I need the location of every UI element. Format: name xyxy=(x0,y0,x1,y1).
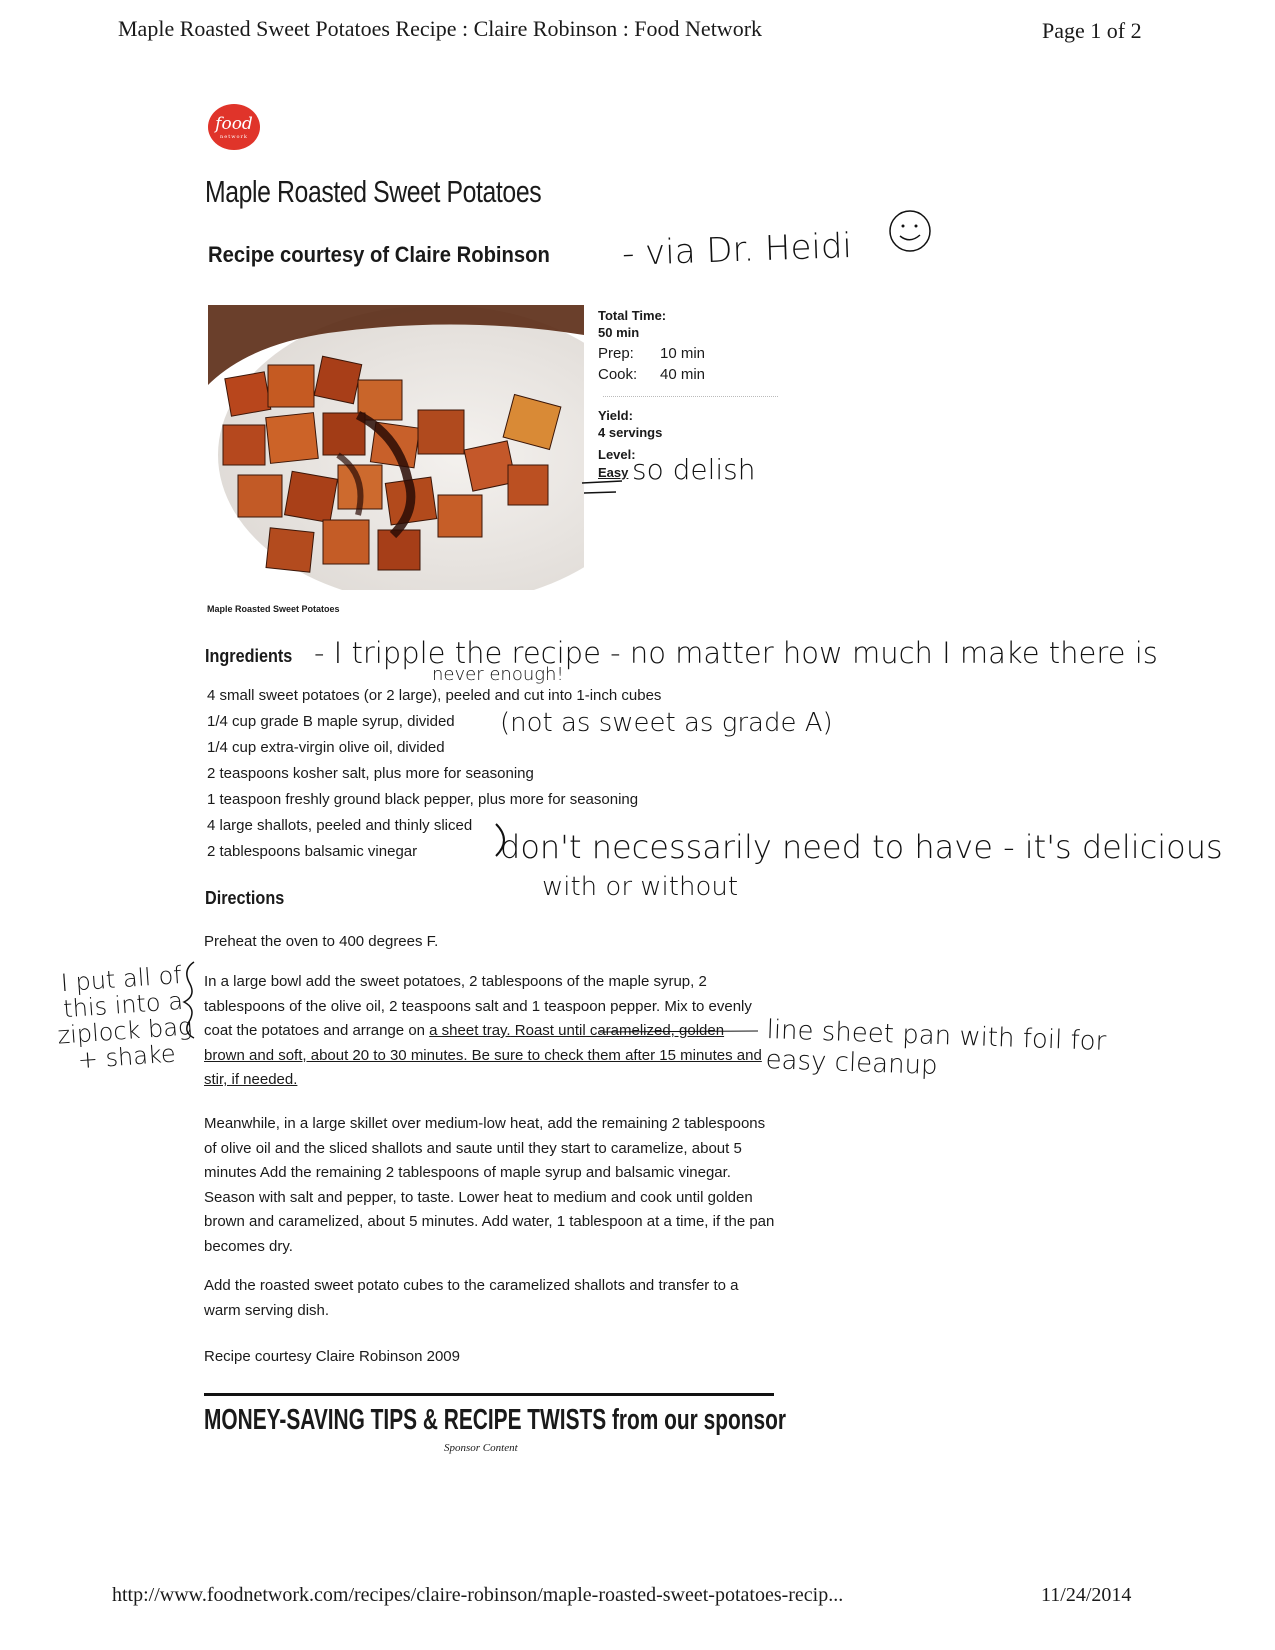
smiley-doodle-icon xyxy=(880,206,940,256)
recipe-courtesy: Recipe courtesy of Claire Robinson xyxy=(208,242,550,267)
ingredient-item: 4 small sweet potatoes (or 2 large), peeled and cut into 1-inch cubes xyxy=(207,687,662,704)
photo-caption: Maple Roasted Sweet Potatoes xyxy=(207,604,340,614)
logo-subtext: network xyxy=(220,134,248,140)
total-time-label: Total Time: xyxy=(598,308,667,323)
ingredient-item: 1/4 cup extra-virgin olive oil, divided xyxy=(207,739,445,756)
direction-text: Roast until caramelized, golden brown and soft, about 20 to 30 minutes. Be sure to check them after 15 minutes and stir, if needed. xyxy=(204,1022,762,1088)
cook-value: 40 min xyxy=(660,366,706,383)
handwritten-note-shallots-continued: with or without xyxy=(542,872,739,902)
pointer-line-icon xyxy=(600,1028,760,1036)
level-value: Easy xyxy=(598,465,629,480)
handwritten-note-ziplock: I put all of this into a ziplock bag + shake xyxy=(56,960,194,1075)
yield-value: 4 servings xyxy=(598,425,663,440)
handwritten-note-via: - via Dr. Heidi xyxy=(621,226,853,274)
sponsor-divider xyxy=(204,1393,774,1396)
direction-text-underlined: a sheet tray. xyxy=(429,1022,511,1039)
ingredient-item: 2 tablespoons balsamic vinegar xyxy=(207,843,418,860)
sponsor-heading[interactable]: MONEY-SAVING TIPS & RECIPE TWISTS from our sponsor xyxy=(204,1404,786,1436)
food-network-logo xyxy=(208,104,260,150)
ingredient-item: 1 teaspoon freshly ground black pepper, plus more for seasoning xyxy=(207,791,639,808)
total-time-value: 50 min xyxy=(598,325,640,340)
meta-divider xyxy=(603,396,778,397)
ingredients-heading: Ingredients xyxy=(205,646,293,666)
level-label: Level: xyxy=(598,447,636,462)
ingredient-item: 2 teaspoons kosher salt, plus more for seasoning xyxy=(207,765,534,782)
logo-text: food xyxy=(215,114,253,134)
yield-label: Yield: xyxy=(598,408,633,423)
directions-heading: Directions xyxy=(205,888,285,908)
handwritten-note-triple: - I tripple the recipe - no matter how much I make there is xyxy=(314,636,1158,670)
print-header-title: Maple Roasted Sweet Potatoes Recipe : Claire Robinson : Food Network xyxy=(118,16,763,41)
handwritten-note-foil: line sheet pan with foil for easy cleanup xyxy=(765,1015,1107,1082)
page-number: Page 1 of 2 xyxy=(1042,18,1142,43)
recipe-photo xyxy=(208,305,584,590)
recipe-title: Maple Roasted Sweet Potatoes xyxy=(205,174,542,209)
direction-step: Meanwhile, in a large skillet over medium-low heat, add the remaining 2 tablespoons of olive oil and the sliced shallots and saute until they start to caramelize, about 5 minutes Add the remaining 2 tablespoons of maple syrup and balsamic vinegar. Season with salt and pepper, to taste. Lower heat to medium and cook until golden brown and caramelized, about 5 minutes. Add water, 1 tablespoon at a time, if the pan becomes dry. xyxy=(204,1115,775,1255)
handwritten-note-shallots: don't necessarily need to have - it's delicious xyxy=(500,828,1223,866)
handwritten-note-so-delish: so delish xyxy=(632,453,756,486)
prep-value: 10 min xyxy=(660,345,706,362)
direction-step: Preheat the oven to 400 degrees F. xyxy=(204,933,439,950)
recipe-credit: Recipe courtesy Claire Robinson 2009 xyxy=(204,1348,460,1365)
sponsor-subheading: Sponsor Content xyxy=(444,1442,518,1454)
cook-label: Cook: xyxy=(598,366,638,383)
print-footer-date: 11/24/2014 xyxy=(1041,1584,1132,1606)
prep-label: Prep: xyxy=(598,345,634,362)
direction-step: Add the roasted sweet potato cubes to the caramelized shallots and transfer to a warm serving dish. xyxy=(204,1277,739,1319)
handwritten-note-triple-continued: never enough! xyxy=(432,664,564,685)
direction-text: In a large bowl add the sweet potatoes, 2 tablespoons of the maple syrup, 2 tablespoons of the olive oil, 2 teaspoons salt and 1 teaspoon pepper. Mix to evenly coat the potatoes and arrange on xyxy=(204,973,752,1039)
double-underline-mark-icon xyxy=(580,475,640,505)
ingredient-item: 1/4 cup grade B maple syrup, divided xyxy=(207,713,455,730)
sweet-potatoes-image xyxy=(208,305,584,590)
print-footer-url: http://www.foodnetwork.com/recipes/claire-robinson/maple-roasted-sweet-potatoes-recip... xyxy=(112,1584,844,1606)
handwritten-note-grade: (not as sweet as grade A) xyxy=(500,708,833,738)
ingredient-item: 4 large shallots, peeled and thinly sliced xyxy=(207,817,473,834)
